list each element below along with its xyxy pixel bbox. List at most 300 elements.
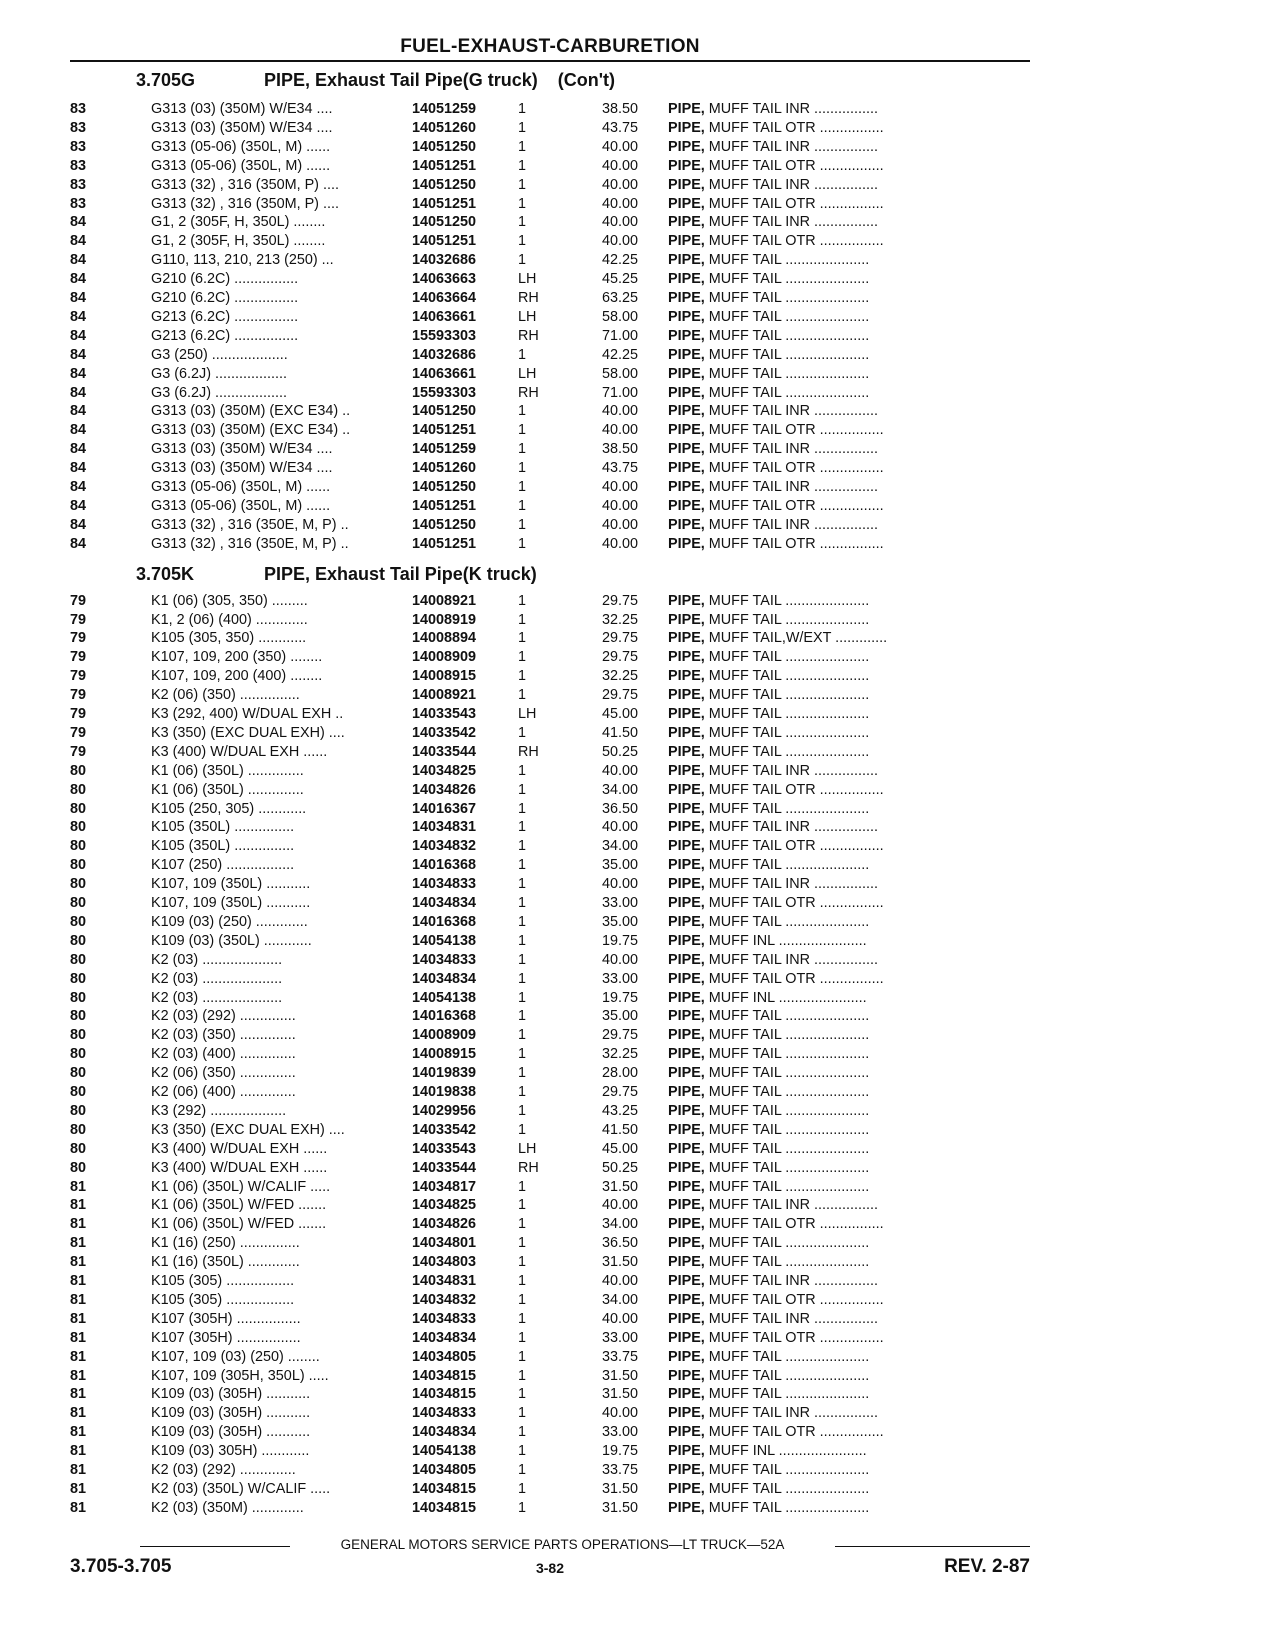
description [668, 535, 1030, 554]
quantity: 1 [518, 649, 527, 666]
description-noun: PIPE, [668, 1424, 705, 1441]
price: 28.00 [601, 1065, 638, 1082]
application: G313 (32) , 316 (350E, M, P) .. [151, 516, 349, 533]
quantity: 1 [518, 876, 527, 893]
price: 32.25 [601, 1046, 638, 1063]
description-detail: MUFF TAIL ..................... [708, 271, 870, 288]
application: G313 (03) (350M) (EXC E34) .. [151, 403, 351, 420]
description-noun: PIPE, [668, 1386, 705, 1403]
quantity: 1 [518, 1367, 527, 1384]
part-number: 14034834 [412, 895, 477, 911]
application: K107, 109 (03) (250) ........ [151, 1348, 320, 1365]
application: K3 (292) ................... [151, 1102, 287, 1119]
quantity: 1 [518, 687, 527, 704]
application: K1 (06) (350L) .............. [151, 781, 304, 798]
description-noun: PIPE, [668, 1405, 705, 1422]
part-row [70, 1442, 1030, 1461]
part-row [70, 232, 1030, 251]
description [668, 1348, 1030, 1367]
figure-number: 80 [70, 876, 87, 893]
description [668, 1026, 1030, 1045]
price: 45.00 [601, 706, 638, 722]
part-number: 14034832 [412, 1291, 477, 1308]
part-row [70, 724, 1030, 743]
figure-number: 84 [70, 233, 87, 250]
application: K1 (06) (350L) W/CALIF ..... [151, 1178, 331, 1195]
figure-number: 80 [70, 989, 87, 1006]
application: G313 (32) , 316 (350M, P) .... [151, 176, 339, 193]
part-row [70, 478, 1030, 497]
application: K1 (16) (250) ............... [151, 1235, 300, 1252]
description-detail: MUFF TAIL OTR ................ [708, 119, 884, 136]
price: 29.75 [601, 630, 638, 647]
part-number: 14051250 [412, 516, 477, 533]
quantity: 1 [518, 479, 527, 495]
description-noun: PIPE, [668, 592, 705, 609]
description [668, 176, 1030, 195]
description-noun: PIPE, [668, 1008, 705, 1025]
description-noun: PIPE, [668, 516, 705, 533]
figure-number: 79 [70, 706, 87, 722]
description-detail: MUFF TAIL ..................... [708, 1367, 870, 1384]
application: K107 (305H) ................ [151, 1329, 301, 1346]
description-noun: PIPE, [668, 1367, 705, 1384]
application: K1 (16) (350L) ............. [151, 1254, 300, 1271]
part-number: 14051251 [412, 195, 477, 212]
description [668, 440, 1030, 459]
figure-number: 84 [70, 535, 87, 552]
price: 33.00 [601, 970, 638, 987]
part-row [70, 913, 1030, 932]
description [668, 1385, 1030, 1404]
description-detail: MUFF TAIL INR ................ [708, 819, 879, 836]
part-number: 14016368 [412, 857, 477, 874]
part-number: 14034833 [412, 876, 477, 893]
part-number: 14034815 [412, 1480, 477, 1497]
price: 29.75 [601, 1084, 638, 1100]
figure-number: 80 [70, 838, 87, 855]
figure-number: 80 [70, 1159, 87, 1176]
price: 32.25 [601, 611, 638, 628]
description-detail: MUFF TAIL ..................... [708, 668, 870, 685]
application: K105 (305, 350) ............ [151, 630, 307, 647]
figure-number: 81 [70, 1329, 87, 1346]
quantity: 1 [518, 1386, 527, 1403]
price: 33.00 [601, 1424, 638, 1441]
description-noun: PIPE, [668, 781, 705, 798]
figure-number: 81 [70, 1386, 87, 1403]
price: 33.00 [601, 1329, 638, 1346]
section-title: PIPE, Exhaust Tail Pipe(G truck) [264, 70, 538, 90]
title-divider [70, 60, 1030, 62]
description-noun: PIPE, [668, 308, 705, 325]
description-noun: PIPE, [668, 290, 705, 306]
figure-number: 79 [70, 649, 87, 666]
quantity: 1 [518, 1424, 527, 1441]
quantity: LH [518, 706, 537, 722]
description-detail: MUFF TAIL ..................... [708, 800, 870, 817]
figure-number: 81 [70, 1254, 87, 1271]
part-number: 14034826 [412, 1216, 477, 1233]
description [668, 724, 1030, 743]
description-noun: PIPE, [668, 668, 705, 685]
description-noun: PIPE, [668, 1216, 705, 1233]
quantity: 1 [518, 1197, 527, 1214]
part-number: 14054138 [412, 932, 477, 949]
part-number: 14019838 [412, 1084, 477, 1100]
description-noun: PIPE, [668, 687, 705, 704]
application: G1, 2 (305F, H, 350L) ........ [151, 214, 326, 231]
description-noun: PIPE, [668, 233, 705, 250]
figure-number: 81 [70, 1197, 87, 1214]
part-number: 14016367 [412, 800, 477, 817]
description-detail: MUFF TAIL OTR ................ [708, 460, 884, 477]
figure-number: 81 [70, 1405, 87, 1422]
part-number: 14051260 [412, 119, 477, 136]
part-number: 14063661 [412, 308, 477, 325]
figure-number: 80 [70, 800, 87, 817]
description-detail: MUFF TAIL ..................... [708, 1480, 870, 1497]
description [668, 478, 1030, 497]
part-row [70, 989, 1030, 1008]
description-detail: MUFF TAIL OTR ................ [708, 895, 884, 911]
description [668, 270, 1030, 289]
part-number: 14008909 [412, 1027, 477, 1044]
part-number: 14054138 [412, 989, 477, 1006]
part-row [70, 327, 1030, 346]
quantity: 1 [518, 1235, 527, 1252]
price: 40.00 [601, 1405, 638, 1422]
description-noun: PIPE, [668, 1254, 705, 1271]
description [668, 1461, 1030, 1480]
application: K2 (06) (350) .............. [151, 1065, 296, 1082]
figure-number: 81 [70, 1178, 87, 1195]
price: 29.75 [601, 649, 638, 666]
description-detail: MUFF TAIL ..................... [708, 1065, 870, 1082]
description-noun: PIPE, [668, 119, 705, 136]
figure-number: 81 [70, 1443, 87, 1460]
part-row [70, 176, 1030, 195]
part-number: 14034803 [412, 1254, 477, 1271]
description-detail: MUFF TAIL INR ................ [708, 516, 879, 533]
figure-number: 79 [70, 611, 87, 628]
description-noun: PIPE, [668, 611, 705, 628]
quantity: 1 [518, 195, 527, 212]
description-detail: MUFF TAIL ..................... [708, 1159, 870, 1176]
part-number: 14034815 [412, 1499, 477, 1516]
application: G1, 2 (305F, H, 350L) ........ [151, 233, 326, 250]
section-code: 3.705G [136, 70, 196, 90]
description-noun: PIPE, [668, 138, 705, 155]
description [668, 837, 1030, 856]
part-row [70, 1461, 1030, 1480]
price: 36.50 [601, 800, 638, 817]
description-detail: MUFF TAIL INR ................ [708, 1197, 879, 1214]
price: 40.00 [601, 176, 638, 193]
quantity: 1 [518, 119, 527, 136]
figure-number: 81 [70, 1424, 87, 1441]
part-row [70, 1083, 1030, 1102]
description [668, 762, 1030, 781]
description-detail: MUFF TAIL ..................... [708, 1178, 870, 1195]
description [668, 629, 1030, 648]
price: 38.50 [601, 441, 638, 458]
footer-rule-right [835, 1546, 1030, 1547]
part-number: 14051250 [412, 176, 477, 193]
quantity: 1 [518, 1443, 527, 1460]
description [668, 1310, 1030, 1329]
part-row [70, 440, 1030, 459]
price: 40.00 [601, 876, 638, 893]
description-detail: MUFF TAIL ..................... [708, 724, 870, 741]
quantity: 1 [518, 214, 527, 231]
figure-number: 84 [70, 308, 87, 325]
figure-number: 83 [70, 138, 87, 155]
description [668, 516, 1030, 535]
description-detail: MUFF TAIL INR ................ [708, 479, 879, 495]
description [668, 894, 1030, 913]
part-number: 14051251 [412, 535, 477, 552]
price: 29.75 [601, 687, 638, 704]
application: G313 (03) (350M) (EXC E34) .. [151, 422, 351, 439]
description-detail: MUFF TAIL ..................... [708, 592, 870, 609]
price: 34.00 [601, 1291, 638, 1308]
part-row [70, 837, 1030, 856]
figure-number: 83 [70, 195, 87, 212]
description-noun: PIPE, [668, 1046, 705, 1063]
description-noun: PIPE, [668, 176, 705, 193]
description-detail: MUFF TAIL OTR ................ [708, 838, 884, 855]
price: 40.00 [601, 479, 638, 495]
description-noun: PIPE, [668, 271, 705, 288]
figure-number: 80 [70, 781, 87, 798]
description [668, 1291, 1030, 1310]
part-number: 14054138 [412, 1443, 477, 1460]
price: 58.00 [601, 365, 638, 382]
description-detail: MUFF TAIL ..................... [708, 1499, 870, 1516]
part-row [70, 1178, 1030, 1197]
quantity: 1 [518, 895, 527, 911]
application: G313 (03) (350M) W/E34 .... [151, 460, 333, 477]
description [668, 1329, 1030, 1348]
part-row [70, 1272, 1030, 1291]
part-row [70, 856, 1030, 875]
figure-number: 84 [70, 365, 87, 382]
description [668, 1121, 1030, 1140]
figure-number: 81 [70, 1462, 87, 1478]
figure-number: 84 [70, 214, 87, 231]
description-detail: MUFF TAIL OTR ................ [708, 497, 884, 514]
figure-number: 80 [70, 819, 87, 836]
description [668, 1159, 1030, 1178]
description [668, 402, 1030, 421]
price: 58.00 [601, 308, 638, 325]
quantity: 1 [518, 1291, 527, 1308]
figure-number: 80 [70, 1084, 87, 1100]
part-number: 14034833 [412, 951, 477, 968]
part-number: 14051260 [412, 460, 477, 477]
quantity: 1 [518, 1462, 527, 1478]
description-detail: MUFF TAIL ..................... [708, 913, 870, 930]
description [668, 1178, 1030, 1197]
quantity: 1 [518, 138, 527, 155]
description-noun: PIPE, [668, 724, 705, 741]
part-row [70, 138, 1030, 157]
description-noun: PIPE, [668, 932, 705, 949]
price: 31.50 [601, 1178, 638, 1195]
quantity: RH [518, 743, 539, 760]
part-row [70, 384, 1030, 403]
application: K1, 2 (06) (400) ............. [151, 611, 308, 628]
part-number: 14034832 [412, 838, 477, 855]
description-noun: PIPE, [668, 970, 705, 987]
section-code: 3.705K [136, 563, 195, 584]
part-row [70, 289, 1030, 308]
part-number: 14051251 [412, 497, 477, 514]
application: K2 (03) (400) .............. [151, 1046, 296, 1063]
description-noun: PIPE, [668, 195, 705, 212]
part-row [70, 421, 1030, 440]
quantity: RH [518, 384, 539, 401]
description-detail: MUFF TAIL OTR ................ [708, 1329, 884, 1346]
part-number: 14033543 [412, 706, 477, 722]
part-row [70, 402, 1030, 421]
description-noun: PIPE, [668, 649, 705, 666]
part-row [70, 1480, 1030, 1499]
section-title: PIPE, Exhaust Tail Pipe(K truck) [264, 563, 537, 584]
description [668, 648, 1030, 667]
part-row [70, 1329, 1030, 1348]
price: 31.50 [601, 1386, 638, 1403]
part-number: 14032686 [412, 346, 477, 363]
price: 40.00 [601, 233, 638, 250]
figure-number: 80 [70, 1046, 87, 1063]
figure-number: 79 [70, 668, 87, 685]
description-detail: MUFF TAIL OTR ................ [708, 1424, 884, 1441]
part-number: 14033544 [412, 1159, 477, 1176]
description [668, 1007, 1030, 1026]
price: 34.00 [601, 781, 638, 798]
application: G313 (05-06) (350L, M) ...... [151, 479, 331, 495]
application: K107 (305H) ................ [151, 1310, 301, 1327]
part-row [70, 629, 1030, 648]
quantity: 1 [518, 1348, 527, 1365]
description-detail: MUFF TAIL INR ................ [708, 441, 879, 458]
part-row [70, 705, 1030, 724]
price: 19.75 [601, 989, 638, 1006]
description-noun: PIPE, [668, 857, 705, 874]
description-noun: PIPE, [668, 1273, 705, 1289]
part-number: 14034805 [412, 1348, 477, 1365]
description-detail: MUFF TAIL OTR ................ [708, 157, 884, 174]
description [668, 800, 1030, 819]
description [668, 875, 1030, 894]
description-detail: MUFF TAIL,W/EXT ............. [708, 630, 888, 647]
price: 19.75 [601, 932, 638, 949]
part-row [70, 1367, 1030, 1386]
part-number: 14063661 [412, 365, 477, 382]
part-number: 14008919 [412, 611, 477, 628]
application: G313 (05-06) (350L, M) ...... [151, 157, 331, 174]
quantity: 1 [518, 176, 527, 193]
description [668, 1272, 1030, 1291]
quantity: 1 [518, 800, 527, 817]
part-number: 14051250 [412, 214, 477, 231]
description-noun: PIPE, [668, 1178, 705, 1195]
quantity: 1 [518, 932, 527, 949]
description [668, 138, 1030, 157]
description-detail: MUFF TAIL OTR ................ [708, 422, 884, 439]
part-row [70, 818, 1030, 837]
description-noun: PIPE, [668, 1348, 705, 1365]
description-noun: PIPE, [668, 252, 705, 269]
description-noun: PIPE, [668, 800, 705, 817]
part-number: 14051250 [412, 479, 477, 495]
description-detail: MUFF TAIL INR ................ [708, 403, 879, 420]
application: K2 (03) .................... [151, 989, 283, 1006]
price: 29.75 [601, 592, 638, 609]
application: K109 (03) (350L) ............ [151, 932, 312, 949]
part-row [70, 157, 1030, 176]
description-detail: MUFF TAIL ..................... [708, 1140, 870, 1157]
application: K3 (400) W/DUAL EXH ...... [151, 743, 328, 760]
description-noun: PIPE, [668, 706, 705, 722]
description-noun: PIPE, [668, 422, 705, 439]
price: 43.75 [601, 119, 638, 136]
section-continued: (Con't) [557, 70, 616, 90]
description-detail: MUFF TAIL OTR ................ [708, 1216, 884, 1233]
description-noun: PIPE, [668, 1310, 705, 1327]
description-noun: PIPE, [668, 1480, 705, 1497]
application: G313 (32) , 316 (350E, M, P) .. [151, 535, 349, 552]
price: 40.00 [601, 403, 638, 420]
description [668, 989, 1030, 1008]
quantity: RH [518, 290, 539, 306]
section-heading [136, 70, 615, 92]
description-detail: MUFF TAIL INR ................ [708, 214, 879, 231]
description [668, 327, 1030, 346]
footer-publisher: GENERAL MOTORS SERVICE PARTS OPERATIONS—LT TRUCK—52A [340, 1537, 785, 1552]
price: 50.25 [601, 743, 638, 760]
description [668, 913, 1030, 932]
figure-number: 81 [70, 1367, 87, 1384]
description-detail: MUFF INL ...................... [708, 989, 867, 1006]
quantity: 1 [518, 819, 527, 836]
part-number: 15593303 [412, 384, 477, 401]
description-detail: MUFF TAIL ..................... [708, 1046, 870, 1063]
description [668, 1367, 1030, 1386]
description [668, 1064, 1030, 1083]
price: 43.75 [601, 460, 638, 477]
part-number: 14034817 [412, 1178, 477, 1195]
part-row [70, 1423, 1030, 1442]
part-row [70, 365, 1030, 384]
application: K2 (03) .................... [151, 951, 283, 968]
part-row [70, 1234, 1030, 1253]
description-noun: PIPE, [668, 157, 705, 174]
application: G313 (03) (350M) W/E34 .... [151, 119, 333, 136]
description-noun: PIPE, [668, 1235, 705, 1252]
part-row [70, 800, 1030, 819]
quantity: 1 [518, 1084, 527, 1100]
description-detail: MUFF TAIL ..................... [708, 1102, 870, 1119]
price: 19.75 [601, 1443, 638, 1460]
price: 35.00 [601, 913, 638, 930]
figure-number: 84 [70, 403, 87, 420]
application: G313 (03) (350M) W/E34 .... [151, 101, 333, 117]
description [668, 384, 1030, 403]
description-detail: MUFF TAIL ..................... [708, 1084, 870, 1100]
